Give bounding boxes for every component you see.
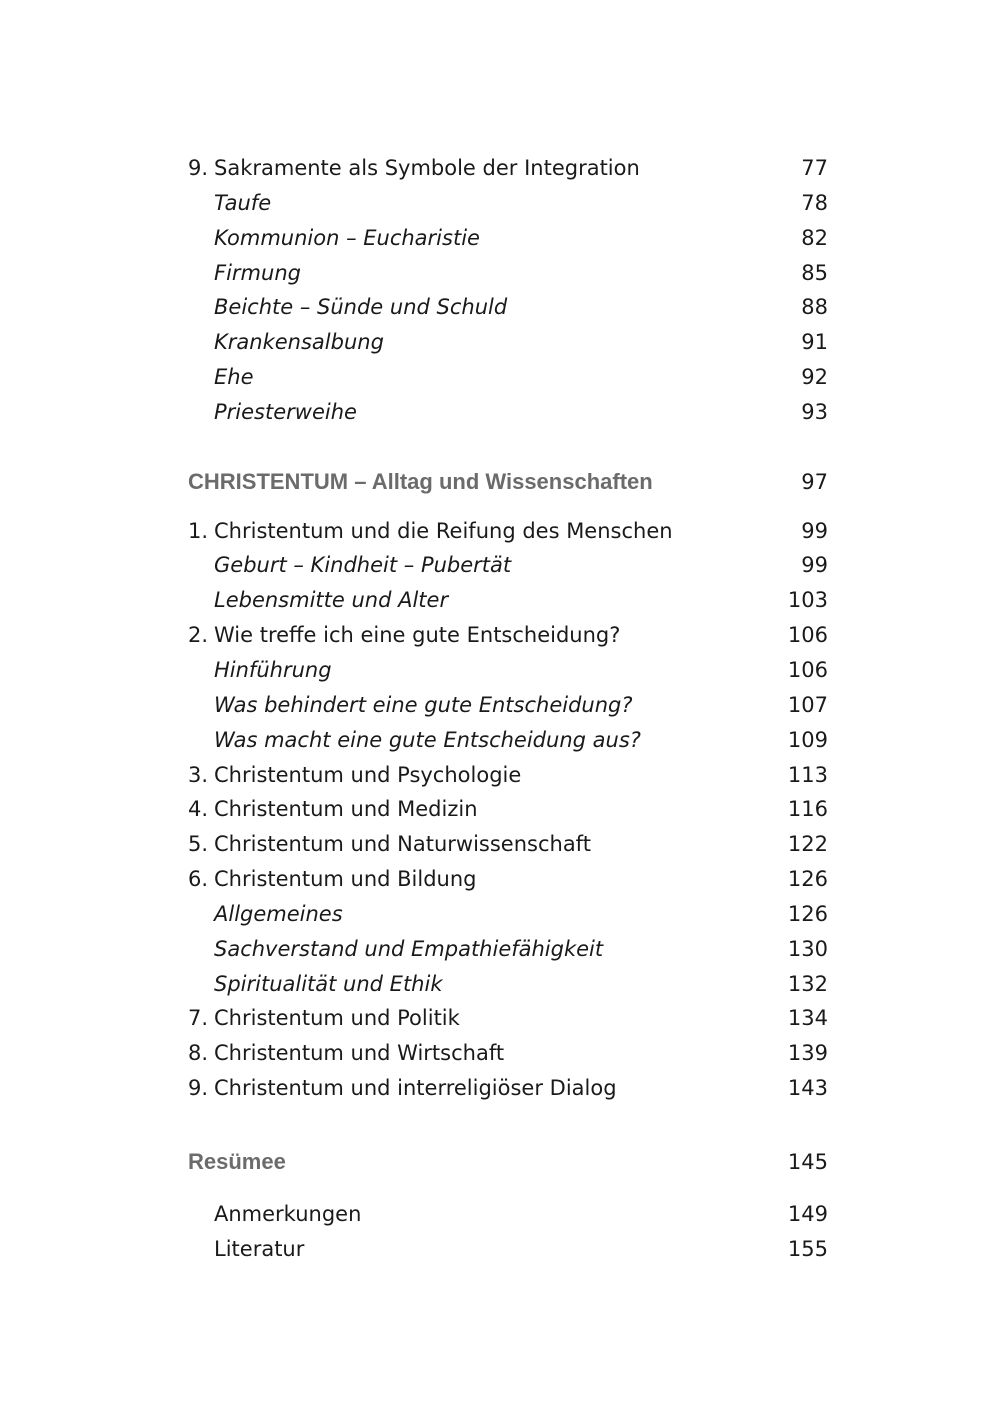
toc-entry-title: Wie treffe ich eine gute Entscheidung? xyxy=(214,623,621,647)
toc-entry-page-number: 126 xyxy=(787,902,828,926)
toc-entry-title: Christentum und Medizin xyxy=(214,797,478,821)
toc-entry xyxy=(188,325,828,359)
toc-entry xyxy=(188,897,828,931)
toc-entry xyxy=(188,186,828,220)
toc-entry xyxy=(188,514,828,548)
toc-entry-page-number: 149 xyxy=(787,1202,828,1226)
toc-entry-title: Sakramente als Symbole der Integration xyxy=(214,156,640,180)
toc-entry-page-number: 93 xyxy=(801,400,828,424)
toc-entry-page-number: 145 xyxy=(787,1150,828,1174)
toc-entry-page-number: 122 xyxy=(787,832,828,856)
toc-entry-page-number: 85 xyxy=(801,261,828,285)
toc-entry xyxy=(188,1071,828,1105)
toc-entry-number: 7. xyxy=(188,1006,209,1030)
toc-entry-page-number: 88 xyxy=(801,295,828,319)
toc-entry-page-number: 91 xyxy=(801,330,828,354)
toc-entry-page-number: 139 xyxy=(787,1041,828,1065)
toc-entry xyxy=(188,221,828,255)
toc-entry-page-number: 107 xyxy=(787,693,828,717)
toc-section-heading xyxy=(188,1145,828,1179)
toc-entry xyxy=(188,395,828,429)
toc-entry-title: Was macht eine gute Entscheidung aus? xyxy=(214,728,641,752)
toc-entry xyxy=(188,1197,828,1231)
toc-entry xyxy=(188,151,828,185)
toc-entry xyxy=(188,792,828,826)
toc-entry-number: 9. xyxy=(188,156,209,180)
toc-entry-title: Priesterweihe xyxy=(214,400,357,424)
toc-entry-title: CHRISTENTUM – Alltag und Wissenschaften xyxy=(188,469,653,494)
toc-entry-number: 6. xyxy=(188,867,209,891)
toc-entry xyxy=(188,758,828,792)
toc-entry-title: Kommunion – Eucharistie xyxy=(214,226,480,250)
toc-entry-page-number: 99 xyxy=(801,553,828,577)
toc-entry xyxy=(188,1036,828,1070)
toc-entry-page-number: 132 xyxy=(787,972,828,996)
toc-entry-number: 1. xyxy=(188,519,209,543)
toc-entry-title: Christentum und Psychologie xyxy=(214,763,522,787)
toc-entry-title: Krankensalbung xyxy=(214,330,384,354)
toc-entry xyxy=(188,653,828,687)
toc-entry-page-number: 116 xyxy=(787,797,828,821)
toc-entry-page-number: 106 xyxy=(787,658,828,682)
toc-entry-title: Firmung xyxy=(214,261,301,285)
toc-entry-title: Beichte – Sünde und Schuld xyxy=(214,295,508,319)
toc-entry-page-number: 143 xyxy=(787,1076,828,1100)
toc-entry-title: Literatur xyxy=(214,1237,305,1261)
toc-entry-number: 9. xyxy=(188,1076,209,1100)
toc-entry xyxy=(188,1001,828,1035)
toc-entry-title: Spiritualität und Ethik xyxy=(214,972,443,996)
toc-entry-title: Sachverstand und Empathiefähigkeit xyxy=(214,937,604,961)
toc-entry-page-number: 109 xyxy=(787,728,828,752)
toc-entry xyxy=(188,290,828,324)
toc-entry-title: Anmerkungen xyxy=(214,1202,362,1226)
toc-entry-page-number: 134 xyxy=(787,1006,828,1030)
toc-entry xyxy=(188,688,828,722)
toc-entry-title: Hinführung xyxy=(214,658,332,682)
toc-entry xyxy=(188,583,828,617)
toc-entry-title: Resümee xyxy=(188,1149,286,1174)
toc-entry xyxy=(188,618,828,652)
toc-entry-page-number: 130 xyxy=(787,937,828,961)
toc-entry-page-number: 97 xyxy=(801,470,828,494)
toc-entry-number: 2. xyxy=(188,623,209,647)
toc-entry-number: 5. xyxy=(188,832,209,856)
toc-entry xyxy=(188,1232,828,1266)
toc-entry-title: Allgemeines xyxy=(214,902,343,926)
toc-entry-number: 3. xyxy=(188,763,209,787)
toc-entry-page-number: 106 xyxy=(787,623,828,647)
toc-entry-title: Christentum und Naturwissenschaft xyxy=(214,832,591,856)
toc-section-heading xyxy=(188,465,828,499)
toc-entry-page-number: 77 xyxy=(801,156,828,180)
toc-entry-page-number: 126 xyxy=(787,867,828,891)
toc-entry xyxy=(188,967,828,1001)
toc-entry-page-number: 103 xyxy=(787,588,828,612)
toc-entry-title: Christentum und Wirtschaft xyxy=(214,1041,505,1065)
toc-entry-page-number: 155 xyxy=(787,1237,828,1261)
toc-entry-title: Ehe xyxy=(214,365,254,389)
toc-entry-page-number: 99 xyxy=(801,519,828,543)
toc-entry-title: Taufe xyxy=(214,191,272,215)
toc-entry xyxy=(188,360,828,394)
toc-entry xyxy=(188,932,828,966)
toc-entry-title: Christentum und die Reifung des Menschen xyxy=(214,519,673,543)
toc-entry-page-number: 78 xyxy=(801,191,828,215)
toc-entry-number: 4. xyxy=(188,797,209,821)
toc-entry-page-number: 82 xyxy=(801,226,828,250)
toc-entry-page-number: 92 xyxy=(801,365,828,389)
toc-entry-title: Lebensmitte und Alter xyxy=(214,588,449,612)
toc-entry-title: Geburt – Kindheit – Pubertät xyxy=(214,553,512,577)
toc-entry xyxy=(188,548,828,582)
toc-entry-page-number: 113 xyxy=(787,763,828,787)
toc-entry xyxy=(188,723,828,757)
toc-entry-number: 8. xyxy=(188,1041,209,1065)
toc-entry xyxy=(188,827,828,861)
toc-entry xyxy=(188,256,828,290)
toc-entry-title: Was behindert eine gute Entscheidung? xyxy=(214,693,633,717)
toc-entry-title: Christentum und interreligiöser Dialog xyxy=(214,1076,617,1100)
toc-entry-title: Christentum und Bildung xyxy=(214,867,477,891)
toc-entry-title: Christentum und Politik xyxy=(214,1006,460,1030)
toc-entry xyxy=(188,862,828,896)
